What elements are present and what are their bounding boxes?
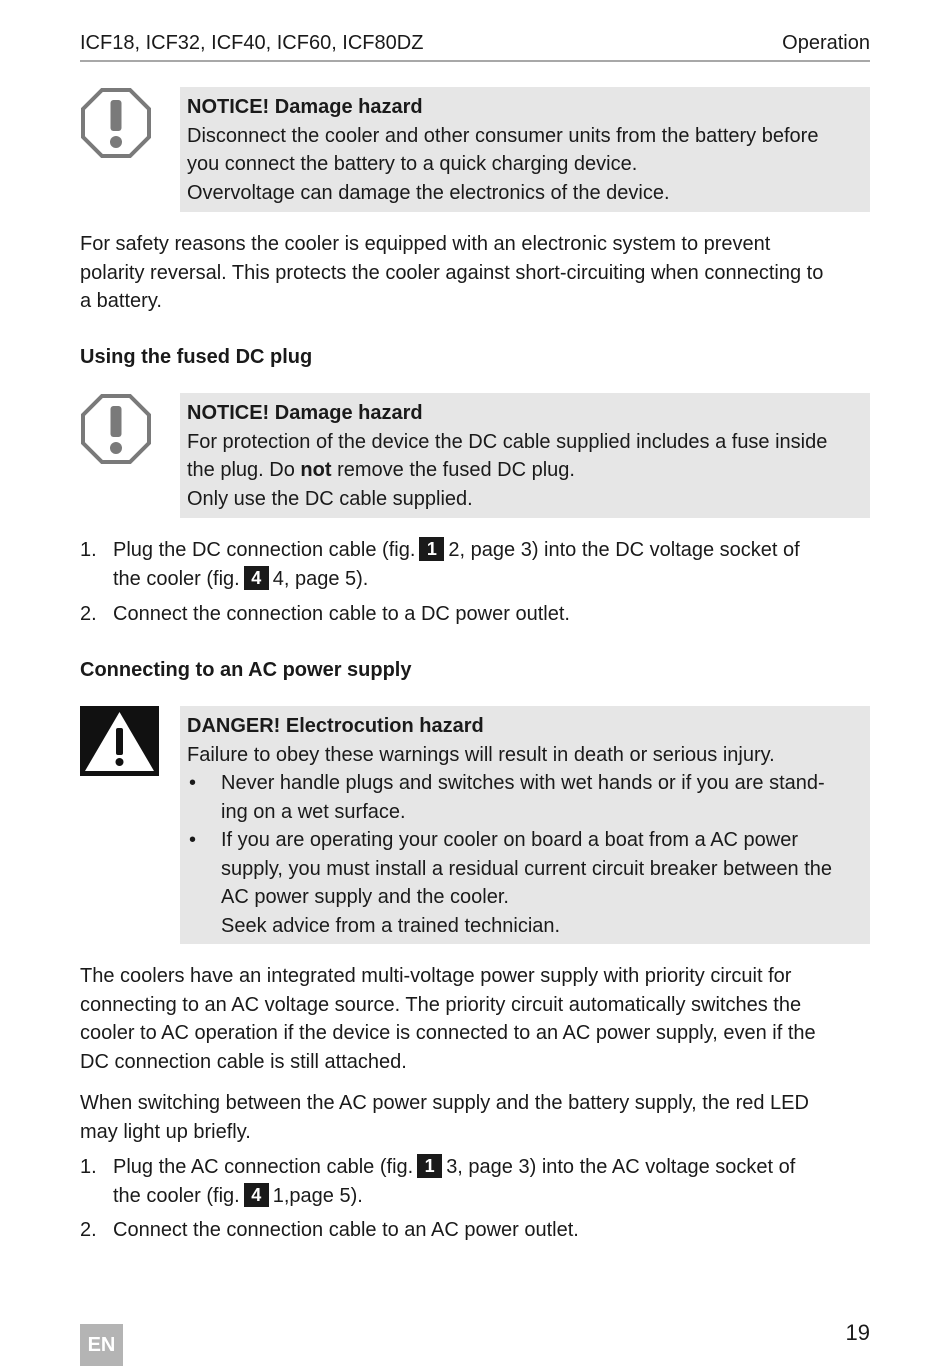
notice-text-line: Disconnect the cooler and other consumer units from the battery before bbox=[187, 124, 819, 147]
list-item bbox=[80, 536, 870, 596]
danger-intro: Failure to obey these warnings will result in death or serious injury. bbox=[187, 743, 775, 766]
paragraph-red-led bbox=[80, 1089, 870, 1146]
notice-title: NOTICE! Damage hazard bbox=[187, 402, 423, 424]
paragraph-line: may light up briefly. bbox=[80, 1120, 251, 1143]
figure-reference-badge: 1 bbox=[417, 1154, 442, 1178]
paragraph-line: For safety reasons the cooler is equipped with an electronic system to prevent bbox=[80, 233, 771, 255]
step-number: 2. bbox=[80, 1219, 97, 1241]
notice-damage-hazard-1 bbox=[80, 87, 870, 212]
exclamation-octagon-icon bbox=[80, 87, 152, 159]
paragraph-line: cooler to AC operation if the device is connected to an AC power supply, even if the bbox=[80, 1022, 816, 1044]
bullet-symbol: • bbox=[189, 772, 197, 794]
language-badge: EN bbox=[80, 1324, 123, 1366]
notice-title: NOTICE! Damage hazard bbox=[187, 96, 423, 118]
section-heading-fused-dc-plug: Using the fused DC plug bbox=[80, 346, 313, 368]
exclamation-octagon-icon bbox=[80, 393, 152, 465]
paragraph-line: DC connection cable is still attached. bbox=[80, 1050, 407, 1073]
page-number: 19 bbox=[845, 1320, 870, 1345]
paragraph-line: connecting to an AC voltage source. The priority circuit automatically switches the bbox=[80, 993, 802, 1016]
section-heading-ac-power-supply: Connecting to an AC power supply bbox=[80, 659, 412, 681]
list-item: • If you are operating your cooler on board a boat from a AC power supply, you must install a residual current circuit breaker between the AC power supply and the cooler. Seek advice from a trained technician. bbox=[187, 826, 862, 940]
step-text: Connect the connection cable to an AC power outlet. bbox=[113, 1219, 579, 1241]
notice-box bbox=[180, 393, 870, 518]
paragraph-polarity bbox=[80, 230, 870, 316]
step-text: Connect the connection cable to a DC power outlet. bbox=[113, 603, 570, 625]
notice-text-line: you connect the battery to a quick charging device. bbox=[187, 153, 638, 175]
notice-text-line: the plug. Do not remove the fused DC plug. bbox=[187, 459, 575, 481]
notice-text-line: For protection of the device the DC cable supplied includes a fuse inside bbox=[187, 430, 828, 453]
bullet-symbol: • bbox=[189, 829, 197, 851]
notice-box bbox=[180, 87, 870, 212]
paragraph-line: The coolers have an integrated multi-voltage power supply with priority circuit for bbox=[80, 965, 792, 987]
figure-reference-badge: 4 bbox=[244, 566, 269, 590]
paragraph-line: a battery. bbox=[80, 290, 162, 312]
paragraph-line: When switching between the AC power supply and the battery supply, the red LED bbox=[80, 1092, 809, 1114]
notice-text-line: Overvoltage can damage the electronics of the device. bbox=[187, 181, 670, 204]
figure-reference-badge: 1 bbox=[419, 537, 444, 561]
paragraph-multi-voltage bbox=[80, 962, 870, 1076]
step-number: 1. bbox=[80, 539, 97, 561]
danger-title: DANGER! Electrocution hazard bbox=[187, 715, 484, 737]
step-number: 1. bbox=[80, 1156, 97, 1178]
page-header bbox=[80, 30, 870, 62]
header-model-list: ICF18, ICF32, ICF40, ICF60, ICF80DZ bbox=[80, 32, 424, 54]
danger-box bbox=[180, 706, 870, 944]
list-item: • Never handle plugs and switches with wet hands or if you are stand- ing on a wet surface. bbox=[187, 769, 862, 826]
list-item bbox=[80, 1153, 870, 1213]
header-section-title: Operation bbox=[782, 32, 870, 54]
emphasis-not: not bbox=[300, 459, 332, 481]
warning-triangle-icon bbox=[80, 706, 159, 776]
figure-reference-badge: 4 bbox=[244, 1183, 269, 1207]
step-text: Plug the AC connection cable (fig. 1 3, page 3) into the AC voltage socket of the cooler (fig. 4 1,page 5). bbox=[113, 1156, 796, 1207]
step-text: Plug the DC connection cable (fig. 1 2, page 3) into the DC voltage socket of the cooler (fig. 4 4, page 5). bbox=[113, 539, 800, 590]
danger-electrocution-hazard bbox=[80, 706, 870, 944]
notice-text-line: Only use the DC cable supplied. bbox=[187, 487, 473, 510]
paragraph-line: polarity reversal. This protects the cooler against short-circuiting when connecting to bbox=[80, 261, 824, 284]
step-number: 2. bbox=[80, 603, 97, 625]
notice-damage-hazard-2 bbox=[80, 393, 870, 518]
